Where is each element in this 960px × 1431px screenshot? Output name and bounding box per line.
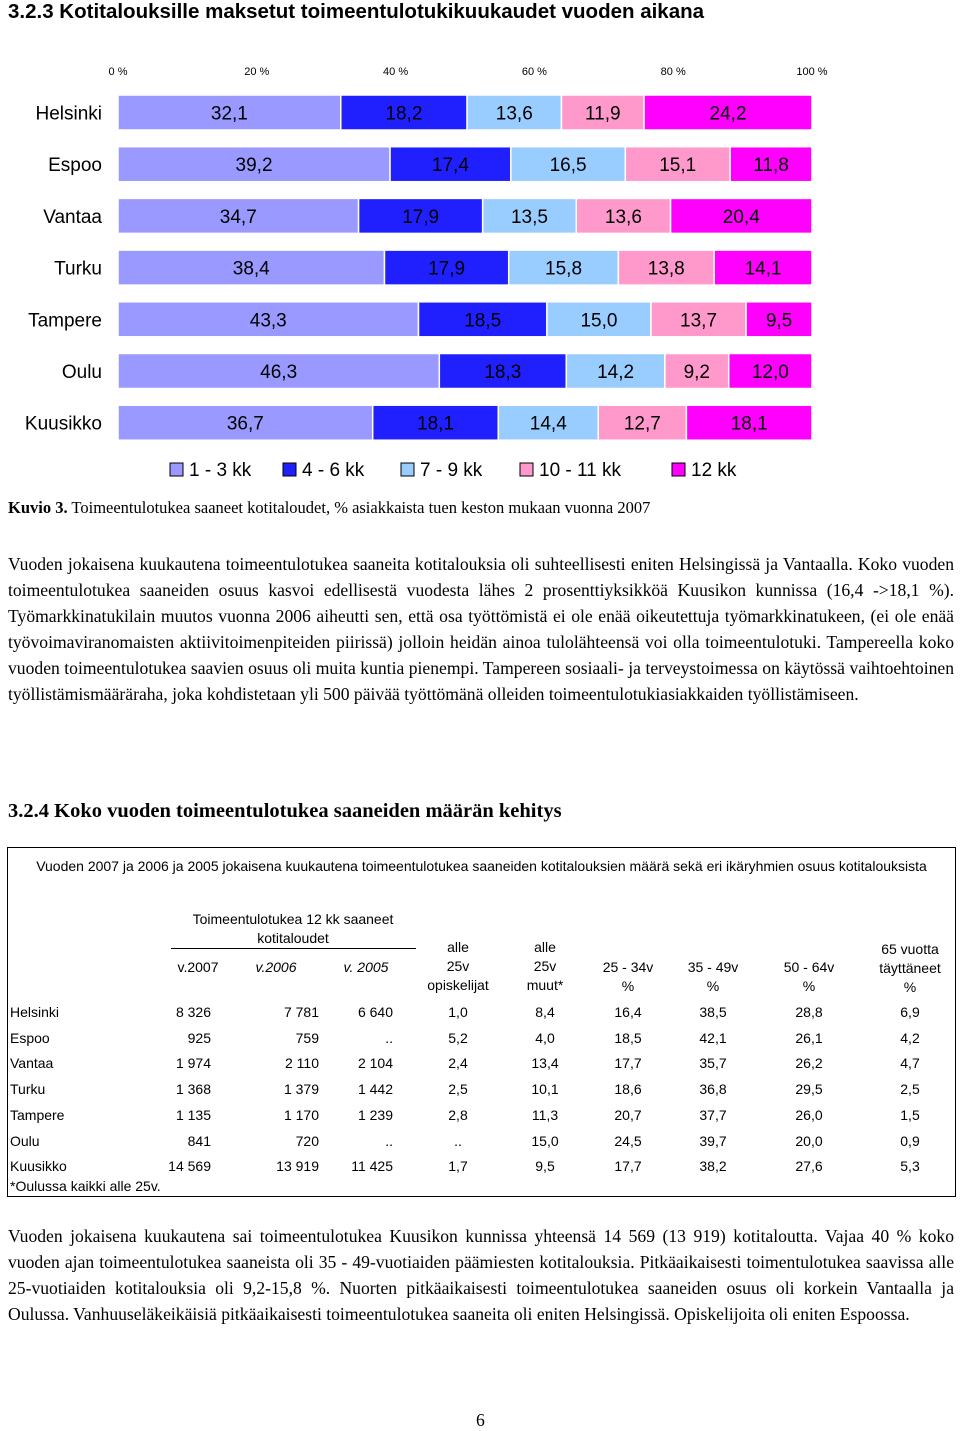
data-label: 20,4 (722, 206, 760, 228)
column-header: 25 - 34v % (602, 959, 654, 994)
data-label: 14,2 (597, 362, 635, 383)
table-cell: 2 104 (357, 1055, 393, 1072)
data-label: 17,9 (402, 206, 440, 228)
data-label: 43,3 (249, 310, 287, 332)
data-label: 12,0 (751, 362, 789, 383)
x-tick-label: 20 % (244, 66, 270, 78)
table-cell: 1 368 (175, 1081, 211, 1098)
category-label: Oulu (61, 362, 102, 383)
table-cell: 2,8 (448, 1106, 468, 1123)
category-label: Turku (54, 258, 102, 280)
table-cell: 35,7 (699, 1055, 727, 1072)
table-cell: 2,5 (900, 1081, 920, 1098)
column-header: v. 2005 (343, 959, 389, 975)
table-cell: 18,6 (614, 1081, 642, 1098)
legend-label: 1 - 3 kk (189, 460, 252, 481)
table-cell: 1,5 (900, 1106, 920, 1123)
table-cell: 13 919 (276, 1158, 319, 1175)
table-footnote: *Oulussa kaikki alle 25v. (10, 1178, 161, 1194)
table-cell: 5,2 (448, 1029, 468, 1046)
data-label: 32,1 (210, 103, 248, 125)
data-label: 9,2 (683, 362, 711, 383)
table-cell: 4,7 (900, 1055, 920, 1072)
x-tick-label: 100 % (796, 66, 828, 78)
legend-label: 4 - 6 kk (302, 460, 365, 481)
group-header-underline (171, 948, 416, 949)
table-cell: .. (385, 1132, 393, 1149)
category-label: Vantaa (43, 206, 102, 228)
table-cell: 4,2 (900, 1029, 920, 1046)
category-label: Kuusikko (24, 413, 102, 435)
category-label: Espoo (48, 155, 102, 177)
row-label: Helsinki (10, 1004, 60, 1020)
table-cell: 0,9 (900, 1132, 920, 1149)
table-cell: 27,6 (795, 1158, 823, 1175)
table-cell: 8,4 (535, 1004, 555, 1020)
x-tick-label: 40 % (383, 66, 409, 78)
table-cell: 26,1 (795, 1029, 823, 1046)
column-header: 65 vuotta täyttäneet % (879, 941, 941, 995)
data-label: 13,7 (680, 310, 718, 332)
data-label: 14,1 (744, 258, 782, 280)
data-label: 39,2 (235, 155, 273, 177)
table-cell: 11 425 (351, 1158, 393, 1175)
data-label: 13,6 (604, 206, 642, 228)
data-label: 11,8 (753, 155, 789, 177)
data-label: 17,4 (431, 155, 469, 177)
body-paragraph-1: Vuoden jokaisena kuukautena toimeentulotukea saaneita kotitalouksia oli suhteellisesti eniten Helsingissä ja Vantaalla. Koko vuoden toimeentulotukea saaneiden osuus kasvoi edellisestä vuodesta lähes 2 prosenttiyksikköä Kuusikon kunnissa (16,4 ->18,1 %). Työmarkkinatukilain muutos vuonna 2006 aiheutti sen, että osa työttömistä ei ole enää oikeutettuja työmarkkinatukeen, (ei ole enää työvoimaviranomaisten aktiivitoimenpiteiden piirissä) jolloin heidän ainoa tulolähteensä voi olla toimeentulotuki. Tampereella koko vuoden toimeentulotukea saavien osuus oli muita kuntia pienempi. Tampereen sosiaali- ja terveystoimessa on käytössä vaihtoehtoinen työllistämismääräraha, joka kohdistetaan yli 500 päivää työttömänä olleiden toimeentulotukiasiakkaiden työllistämiseen. (8, 554, 954, 704)
table-cell: 1,0 (448, 1004, 468, 1020)
table-cell: 1 442 (357, 1081, 393, 1098)
page-number: 6 (476, 1410, 485, 1430)
legend-label: 12 kk (691, 460, 737, 481)
data-label: 9,5 (765, 310, 793, 332)
data-label: 24,2 (709, 103, 747, 125)
row-label: Vantaa (10, 1055, 54, 1072)
table-cell: 1 135 (175, 1106, 211, 1123)
table-cell: 9,5 (535, 1158, 555, 1175)
table-cell: 13,4 (531, 1055, 559, 1072)
data-label: 34,7 (219, 206, 257, 228)
data-label: 12,7 (623, 413, 661, 435)
table-cell: 37,7 (699, 1106, 727, 1123)
legend-swatch (283, 463, 296, 476)
table-cell: 28,8 (795, 1004, 823, 1020)
data-label: 18,1 (730, 413, 768, 435)
data-label: 46,3 (260, 362, 298, 383)
data-label: 18,5 (464, 310, 502, 332)
column-header: alle 25v muut* (526, 939, 564, 993)
x-tick-label: 80 % (660, 66, 686, 78)
table-cell: 6 640 (357, 1004, 393, 1020)
table-cell: 20,0 (795, 1132, 823, 1149)
table-cell: 6,9 (900, 1004, 920, 1020)
category-label: Tampere (28, 310, 102, 332)
table-cell: 2,5 (448, 1081, 468, 1098)
table-cell: 11,3 (531, 1106, 559, 1123)
table-cell: 14 569 (168, 1158, 211, 1175)
legend-swatch (672, 463, 685, 476)
legend-label: 10 - 11 kk (539, 460, 622, 481)
table-group-header: Toimeentulotukea 12 kk saaneet kotitaloudet (192, 911, 394, 946)
table-cell: 1 239 (357, 1106, 393, 1123)
stacked-bar-chart (0, 52, 960, 492)
row-label: Kuusikko (10, 1158, 67, 1175)
table-cell: 17,7 (614, 1055, 642, 1072)
column-header: 35 - 49v % (687, 959, 739, 994)
table-cell: 16,4 (614, 1004, 642, 1020)
category-label: Helsinki (35, 103, 102, 125)
data-label: 16,5 (549, 155, 587, 177)
table-cell: 925 (187, 1029, 211, 1046)
table-cell: 38,2 (699, 1158, 727, 1175)
table-cell: 10,1 (531, 1081, 559, 1098)
x-tick-label: 0 % (108, 66, 128, 78)
caption-text: Toimeentulotukea saaneet kotitaloudet, % asiakkaista tuen keston mukaan vuonna 2007 (67, 498, 651, 517)
column-header: v.2006 (255, 959, 297, 975)
table-cell: 39,7 (699, 1132, 727, 1149)
table-cell: 1,7 (448, 1158, 468, 1175)
data-label: 18,3 (484, 362, 522, 383)
legend-swatch (520, 463, 533, 476)
row-label: Turku (10, 1081, 46, 1098)
figure-caption (8, 498, 650, 518)
data-label: 15,0 (580, 310, 618, 332)
table-cell: 720 (295, 1132, 319, 1149)
section-2-heading: 3.2.4 Koko vuoden toimeentulotukea saaneiden määrän kehitys (8, 800, 562, 822)
data-label: 14,4 (529, 413, 567, 435)
table-cell: 5,3 (900, 1158, 920, 1175)
column-header: alle 25v opiskelijat (427, 939, 489, 993)
data-label: 13,8 (647, 258, 685, 280)
table-cell: 841 (187, 1132, 211, 1149)
table-cell: .. (454, 1132, 462, 1149)
table-cell: .. (385, 1029, 393, 1046)
table-cell: 7 781 (283, 1004, 319, 1020)
table-cell: 26,0 (795, 1106, 823, 1123)
table-cell: 759 (295, 1029, 319, 1046)
column-header: 50 - 64v % (783, 959, 835, 994)
section-heading: 3.2.3 Kotitalouksille maksetut toimeentulotukikuukaudet vuoden aikana (8, 0, 705, 23)
column-header: v.2007 (177, 959, 219, 975)
row-label: Oulu (10, 1132, 40, 1149)
data-label: 15,8 (545, 258, 583, 280)
table-cell: 42,1 (699, 1029, 727, 1046)
table-cell: 20,7 (614, 1106, 642, 1123)
table-cell: 1 974 (175, 1055, 211, 1072)
data-label: 18,1 (417, 413, 454, 435)
table-cell: 15,0 (531, 1132, 559, 1149)
table-cell: 8 326 (175, 1004, 211, 1020)
data-label: 38,4 (232, 258, 270, 280)
table-cell: 36,8 (699, 1081, 727, 1098)
table-cell: 4,0 (535, 1029, 555, 1046)
data-label: 13,6 (495, 103, 533, 125)
row-label: Espoo (10, 1029, 50, 1046)
table-cell: 26,2 (795, 1055, 823, 1072)
table-cell: 38,5 (699, 1004, 727, 1020)
table-title: Vuoden 2007 ja 2006 ja 2005 jokaisena kuukautena toimeentulotukea saaneiden kotitalouksien määrä sekä eri ikäryhmien osuus kotitalouksista (36, 858, 927, 874)
data-table (7, 847, 956, 1197)
table-cell: 1 379 (283, 1081, 319, 1098)
table-cell: 2 110 (285, 1055, 319, 1072)
data-label: 36,7 (226, 413, 264, 435)
legend-label: 7 - 9 kk (420, 460, 483, 481)
table-cell: 18,5 (614, 1029, 642, 1046)
table-cell: 24,5 (614, 1132, 642, 1149)
data-label: 17,9 (428, 258, 466, 280)
row-label: Tampere (10, 1106, 65, 1123)
body-paragraph-2: Vuoden jokaisena kuukautena sai toimeentulotukea Kuusikon kunnissa yhteensä 14 569 (13 919) kotitaloutta. Vajaa 40 % koko vuoden ajan toimeentulotukea saaneista oli 35 - 49-vuotiaiden päämiesten kotitalouksia. Pitkäaikaisesti toimentulotukea saavissa alle 25-vuotiaiden kotitalouksia oli 9,2-15,8 %. Nuorten pitkäaikaisesti toimeentulotukea saaneiden osuus oli korkein Vantaalla ja Oulussa. Vanhuuseläkeikäisiä pitkäaikaisesti toimeentulotukea saaneita oli eniten Helsingissä. Opiskelijoita oli eniten Espoossa. (8, 1226, 954, 1324)
legend-swatch (401, 463, 414, 476)
table-cell: 17,7 (614, 1158, 642, 1175)
data-label: 13,5 (510, 206, 548, 228)
caption-label: Kuvio 3. (8, 498, 68, 517)
table-cell: 2,4 (448, 1055, 468, 1072)
table-cell: 29,5 (795, 1081, 823, 1098)
data-label: 11,9 (584, 103, 621, 125)
data-label: 15,1 (659, 155, 697, 177)
x-tick-label: 60 % (521, 66, 547, 78)
legend-swatch (170, 463, 183, 476)
data-label: 18,2 (385, 103, 423, 125)
table-cell: 1 170 (283, 1106, 319, 1123)
